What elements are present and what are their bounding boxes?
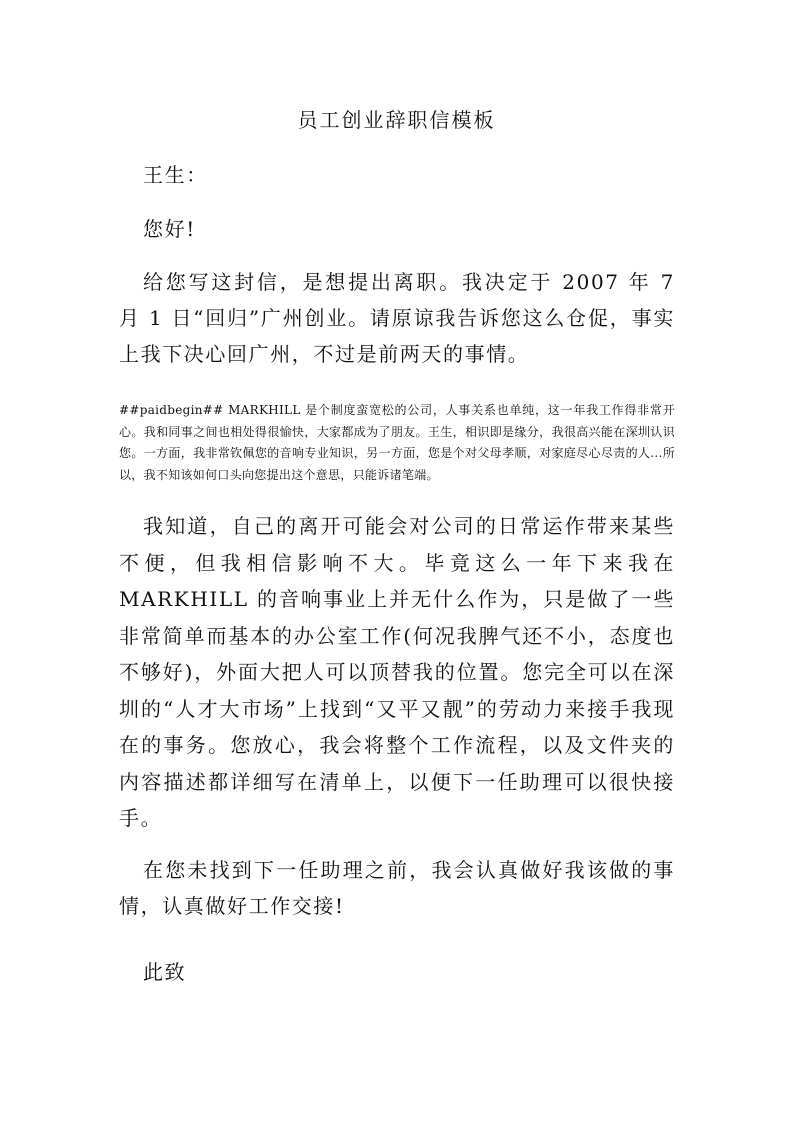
paragraph-intent: 给您写这封信，是想提出离职。我决定于 2007 年 7 月 1 日“回归”广州创业。请原谅我告诉您这么仓促，事实上我下决心回广州，不过是前两天的事情。 — [119, 270, 675, 366]
document-title: 员工创业辞职信模板 — [297, 108, 496, 132]
paragraph-impact: 我知道，自己的离开可能会对公司的日常运作带来某些不便，但我相信影响不大。毕竟这么一年下来我在 MARKHILL 的音响事业上并无什么作为，只是做了一些非常简单而基本的办公室工作(何况我脾气还不小，态度也不够好)，外面大把人可以顶替我的位置。您完全可以在深圳的“人才大市场”上找到“又平又靓”的劳动力来接手我现在的事务。您放心，我会将整个工作流程，以及文件夹的内容描述都详细写在清单上，以便下一任助理可以很快接手。 — [119, 514, 675, 830]
paragraph-handover: 在您未找到下一任助理之前，我会认真做好我该做的事情，认真做好工作交接! — [119, 858, 675, 918]
greeting: 您好! — [143, 217, 196, 241]
closing-phrase: 此致 — [143, 960, 187, 984]
paragraph-small-print: ##paidbegin## MARKHILL 是个制度蛮宽松的公司，人事关系也单纯，这一年我工作得非常开心。我和同事之间也相处得很愉快，大家都成为了朋友。王生，相识即是缘分，我很高兴能在深圳认识您。一方面，我非常钦佩您的音响专业知识，另一方面，您是个对父母孝顺，对家庭尽心尽责的人...所以，我不知该如何口头向您提出这个意思，只能诉诸笔端。 — [119, 403, 675, 482]
salutation: 王生： — [143, 163, 208, 187]
